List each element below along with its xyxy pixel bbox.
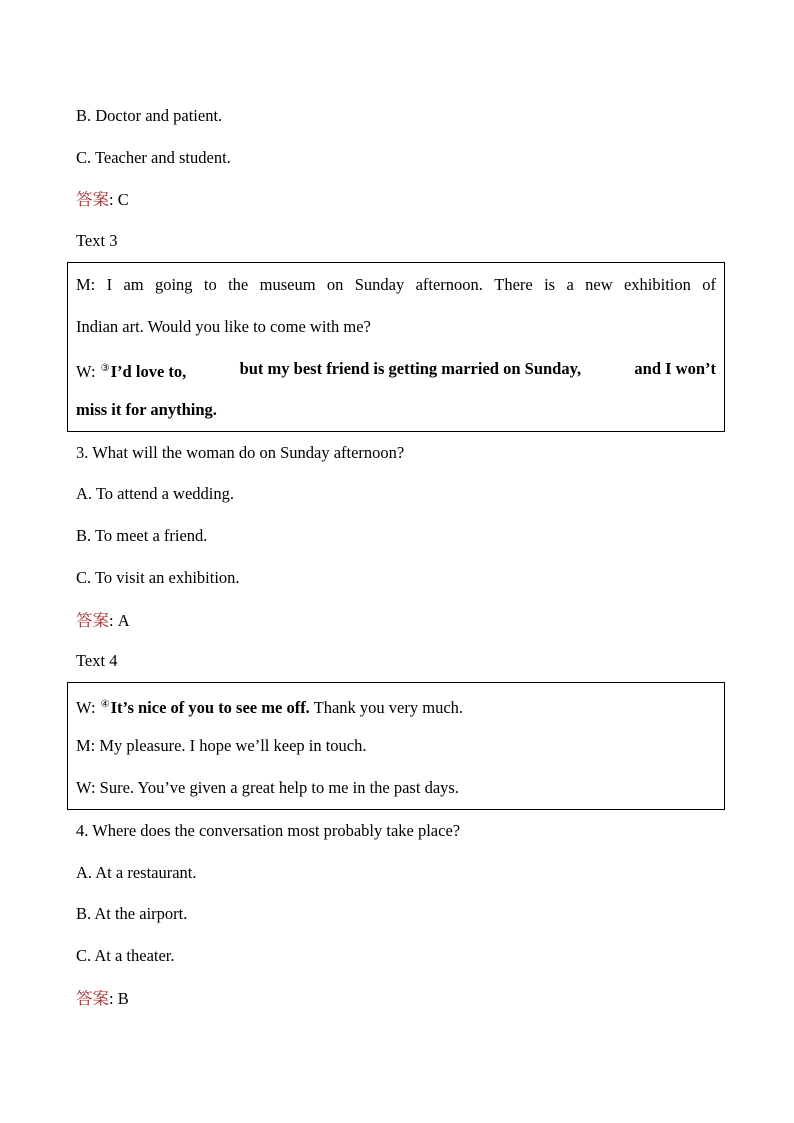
- bold-phrase: but my best friend is getting married on Sunday,: [239, 359, 582, 378]
- q4-option-c: C. At a theater.: [76, 946, 175, 965]
- word: am: [123, 275, 144, 294]
- answer-label: 答案: [76, 989, 109, 1008]
- q4-option-b: B. At the airport.: [76, 904, 188, 923]
- answer-label: 答案: [76, 190, 109, 209]
- q4-option-a: A. At a restaurant.: [76, 863, 197, 882]
- marker-3: ③: [100, 363, 110, 374]
- word: to: [203, 275, 217, 294]
- bold-phrase: I’d love to,: [110, 362, 187, 381]
- q4-question: 4. Where does the conversation most probably take place?: [76, 821, 461, 840]
- word: M:: [76, 275, 96, 294]
- q4-answer: [76, 989, 129, 1009]
- q3-option-c: C. To visit an exhibition.: [76, 568, 240, 587]
- text4-dialogue-box: [67, 682, 725, 810]
- word: There: [494, 275, 533, 294]
- text4-w-line-2: W: Sure. You’ve given a great help to me in the past days.: [76, 778, 459, 797]
- q3-answer: [76, 611, 130, 631]
- text4-w-line: [76, 695, 716, 718]
- answer-value: : C: [109, 190, 129, 209]
- word: is: [544, 275, 556, 294]
- text3-m-line: [76, 275, 716, 295]
- speaker-w: [76, 359, 186, 382]
- q2-option-b: B. Doctor and patient.: [76, 106, 223, 125]
- word: the: [228, 275, 249, 294]
- word: Sunday: [354, 275, 405, 294]
- word: of: [702, 275, 716, 294]
- q3-option-a: A. To attend a wedding.: [76, 484, 235, 503]
- word: going: [154, 275, 193, 294]
- text4-m-line: M: My pleasure. I hope we’ll keep in touch.: [76, 736, 367, 755]
- speaker-label: W:: [76, 698, 96, 717]
- q3-question: 3. What will the woman do on Sunday afternoon?: [76, 443, 405, 462]
- word: exhibition: [623, 275, 691, 294]
- answer-label: 答案: [76, 611, 109, 630]
- word: afternoon.: [415, 275, 483, 294]
- q3-option-b: B. To meet a friend.: [76, 526, 208, 545]
- word: on: [326, 275, 344, 294]
- text3-m-line-2: Indian art. Would you like to come with me?: [76, 317, 371, 336]
- text3-w-line: [76, 359, 716, 382]
- bold-phrase: miss it for anything.: [76, 400, 217, 419]
- text3-dialogue-box: [67, 262, 725, 432]
- answer-value: : A: [109, 611, 130, 630]
- bold-phrase: and I won’t: [634, 359, 716, 378]
- q2-answer: [76, 190, 129, 210]
- word: museum: [259, 275, 316, 294]
- word: a: [566, 275, 574, 294]
- word: new: [585, 275, 613, 294]
- marker-4: ④: [100, 699, 110, 710]
- text4-heading: Text 4: [76, 651, 118, 670]
- text3-heading: Text 3: [76, 231, 118, 250]
- plain-phrase: Thank you very much.: [309, 698, 464, 717]
- text3-w-line-2: [76, 400, 716, 420]
- speaker-label: W:: [76, 362, 96, 381]
- bold-phrase: It’s nice of you to see me off.: [110, 698, 310, 717]
- q2-option-c: C. Teacher and student.: [76, 148, 231, 167]
- word: I: [106, 275, 113, 294]
- answer-value: : B: [109, 989, 129, 1008]
